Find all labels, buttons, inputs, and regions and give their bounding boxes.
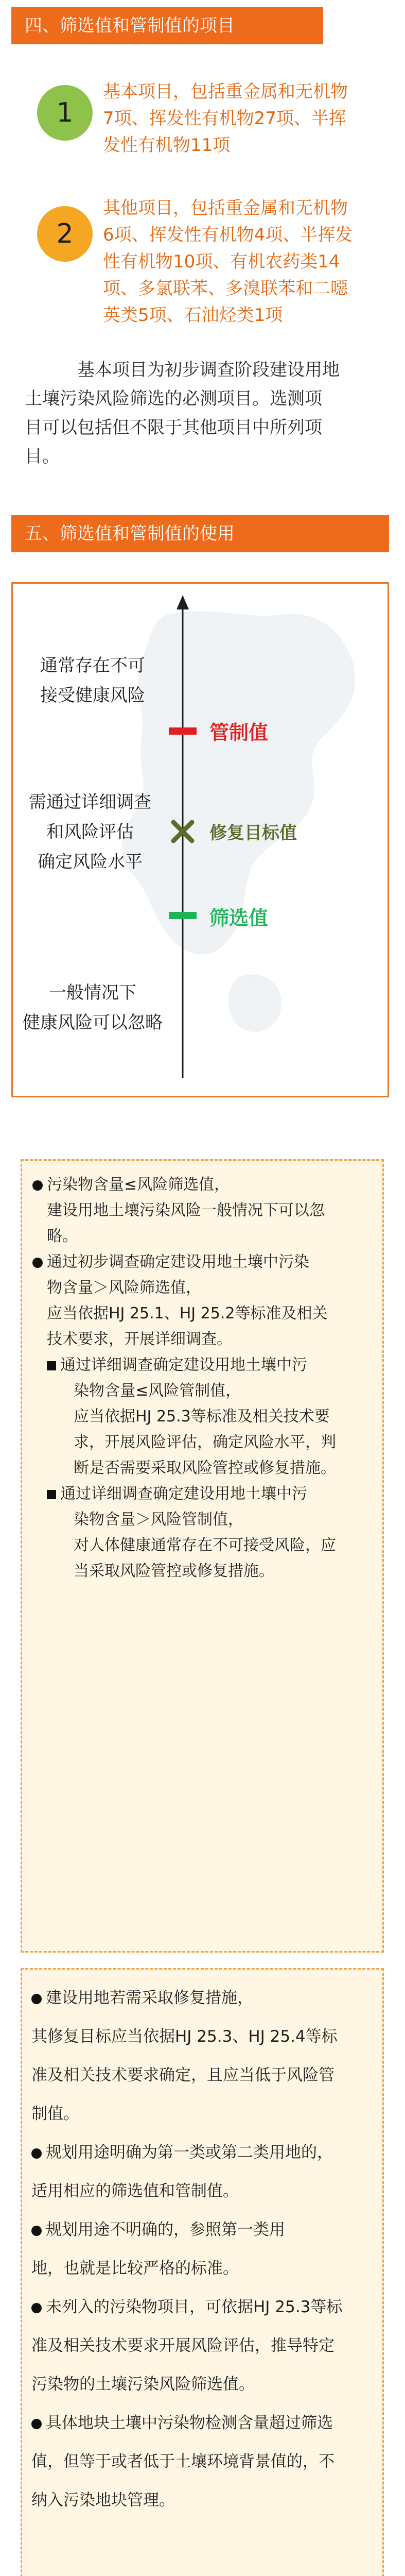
item1-line: 基本项目，包括重金属和无机物 bbox=[103, 81, 348, 102]
rule-line-text: 建设用地土壤污染风险一般情况下可以忽 bbox=[47, 1201, 325, 1219]
rule-line bbox=[32, 1224, 372, 1249]
screening-value-label: 筛选值 bbox=[209, 907, 269, 929]
rule-line bbox=[32, 1378, 372, 1404]
item2-text bbox=[103, 195, 353, 329]
zone-top-label bbox=[23, 651, 162, 710]
section4-paragraph bbox=[25, 355, 385, 471]
rule-line-text: 具体地块土壤中污染物检测含量超过筛选 bbox=[46, 2414, 333, 2432]
zone-bottom-line: 一般情况下 bbox=[49, 982, 136, 1003]
rule-line bbox=[31, 2249, 379, 2288]
para-line: 基本项目为初步调查阶段建设用地 bbox=[77, 360, 340, 380]
rule-line-text: 制值。 bbox=[31, 2105, 79, 2123]
rule-line-text: 技术要求，开展详细调查。 bbox=[47, 1330, 232, 1348]
control-value-marker bbox=[169, 727, 197, 735]
rule-line bbox=[32, 1198, 372, 1224]
bullet-icon bbox=[31, 2148, 42, 2159]
rule-line bbox=[31, 2443, 379, 2481]
rule-line bbox=[32, 1327, 372, 1352]
rule-line-text: 当采取风险管控或修复措施。 bbox=[74, 1562, 274, 1580]
item2-line: 6项、挥发性有机物4项、半挥发 bbox=[103, 225, 353, 245]
section5-title: 五、筛选值和管制值的使用 bbox=[11, 515, 389, 552]
rule-line bbox=[31, 2095, 379, 2133]
item2-number-circle: 2 bbox=[37, 206, 93, 262]
para-line: 目。 bbox=[25, 446, 60, 467]
rule-line-text: 建设用地若需采取修复措施， bbox=[46, 1989, 253, 2007]
rule-line-text: 断是否需要采取风险管控或修复措施。 bbox=[74, 1459, 336, 1477]
rule-line bbox=[32, 1404, 372, 1430]
zone-top-line: 通常存在不可 bbox=[40, 655, 145, 676]
item1-line: 发性有机物11项 bbox=[103, 135, 231, 156]
rule-line bbox=[32, 1481, 372, 1507]
zone-mid-line: 确定风险水平 bbox=[38, 852, 143, 872]
rule-line bbox=[32, 1352, 372, 1378]
zone-bottom-line: 健康风险可以忽略 bbox=[23, 1012, 163, 1033]
rule-line-text: 略。 bbox=[47, 1227, 78, 1245]
rule-line-text: 污染物含量≤风险筛选值， bbox=[47, 1176, 230, 1194]
square-bullet-icon bbox=[47, 1490, 56, 1499]
rule-line bbox=[32, 1249, 372, 1275]
zone-mid-line: 和风险评估 bbox=[46, 822, 134, 842]
item1-line: 7项、挥发性有机物27项、半挥 bbox=[103, 108, 346, 129]
rule-line bbox=[31, 2172, 379, 2211]
rule-line bbox=[31, 2404, 379, 2443]
section4-title: 四、筛选值和管制值的项目 bbox=[11, 7, 323, 44]
additional-rules-box bbox=[21, 1968, 384, 2576]
bullet-icon bbox=[32, 1258, 43, 1268]
para-line: 土壤污染风险筛选的必测项目。选测项 bbox=[25, 388, 322, 409]
rule-line-text: 规划用途明确为第一类或第二类用地的， bbox=[46, 2143, 333, 2162]
rule-line-text: 准及相关技术要求开展风险评估，推导特定 bbox=[31, 2336, 334, 2355]
rule-line-text: 染物含量≤风险管制值， bbox=[74, 1382, 241, 1400]
item2-line: 其他项目，包括重金属和无机物 bbox=[103, 198, 348, 218]
rule-line bbox=[31, 2056, 379, 2095]
threshold-diagram bbox=[11, 582, 389, 1097]
usage-rules-list bbox=[32, 1172, 372, 1584]
item2-line: 英类5项、石油烃类1项 bbox=[103, 305, 283, 326]
rule-line bbox=[32, 1172, 372, 1198]
rule-line bbox=[32, 1507, 372, 1533]
control-value-label: 管制值 bbox=[209, 721, 269, 744]
rule-line-text: 其修复目标应当依据HJ 25.3、HJ 25.4等标 bbox=[31, 2027, 338, 2046]
rule-line bbox=[31, 2365, 379, 2404]
bullet-icon bbox=[31, 2226, 42, 2236]
zone-top-line: 接受健康风险 bbox=[40, 685, 145, 706]
arrow-head-icon bbox=[177, 595, 189, 609]
rule-line bbox=[31, 1979, 379, 2018]
rule-line bbox=[31, 2018, 379, 2056]
additional-rules-list bbox=[31, 1979, 379, 2520]
square-bullet-icon bbox=[47, 1361, 56, 1370]
rule-line-text: 通过详细调查确定建设用地土壤中污 bbox=[60, 1356, 307, 1374]
rule-line bbox=[32, 1301, 372, 1327]
bullet-icon bbox=[31, 2303, 42, 2313]
rule-line-text: 对人体健康通常存在不可接受风险，应 bbox=[74, 1536, 336, 1554]
rule-line-text: 通过初步调查确定建设用地土壤中污染 bbox=[47, 1253, 309, 1271]
rule-line bbox=[32, 1430, 372, 1455]
zone-mid-line: 需通过详细调查 bbox=[29, 792, 151, 812]
rule-line bbox=[31, 2327, 379, 2365]
rule-line-text: 求，开展风险评估，确定风险水平，判 bbox=[74, 1433, 336, 1451]
para-line: 目可以包括但不限于其他项目中所列项 bbox=[25, 417, 322, 438]
item2-line: 性有机物10项、有机农药类14 bbox=[103, 251, 340, 272]
rule-line bbox=[32, 1455, 372, 1481]
zone-bottom-label bbox=[13, 978, 172, 1038]
rule-line-text: 准及相关技术要求确定，且应当低于风险管 bbox=[31, 2066, 334, 2084]
rule-line-text: 纳入污染地块管理。 bbox=[31, 2491, 175, 2510]
rule-line bbox=[31, 2288, 379, 2327]
target-value-label: 修复目标值 bbox=[209, 823, 297, 843]
rule-line-text: 污染物的土壤污染风险筛选值。 bbox=[31, 2375, 255, 2394]
item1-text bbox=[103, 78, 348, 159]
zone-mid-label bbox=[13, 787, 167, 877]
usage-rules-box bbox=[21, 1159, 384, 1953]
item2-line: 项、多氯联苯、多溴联苯和二噁 bbox=[103, 278, 348, 299]
bullet-icon bbox=[31, 1994, 42, 2004]
rule-line bbox=[32, 1275, 372, 1301]
rule-line-text: 值，但等于或者低于土壤环境背景值的，不 bbox=[31, 2452, 334, 2471]
rule-line-text: 未列入的污染物项目，可依据HJ 25.3等标 bbox=[46, 2298, 343, 2316]
rule-line-text: 适用相应的筛选值和管制值。 bbox=[31, 2182, 239, 2200]
rule-line-text: 物含量＞风险筛选值， bbox=[47, 1279, 201, 1297]
rule-line-text: 规划用途不明确的，参照第一类用 bbox=[46, 2221, 285, 2239]
rule-line bbox=[31, 2133, 379, 2172]
rule-line bbox=[31, 2211, 379, 2249]
rule-line-text: 通过详细调查确定建设用地土壤中污 bbox=[60, 1485, 307, 1503]
rule-line bbox=[32, 1558, 372, 1584]
screening-value-marker bbox=[169, 912, 197, 919]
rule-line bbox=[32, 1533, 372, 1558]
rule-line bbox=[31, 2481, 379, 2520]
rule-line-text: 地，也就是比较严格的标准。 bbox=[31, 2259, 239, 2278]
rule-line-text: 染物含量＞风险管制值， bbox=[74, 1511, 243, 1529]
rule-line-text: 应当依据HJ 25.3等标准及相关技术要 bbox=[74, 1408, 330, 1426]
bullet-icon bbox=[32, 1180, 43, 1191]
rule-line-text: 应当依据HJ 25.1、HJ 25.2等标准及相关 bbox=[47, 1304, 328, 1323]
item1-number-circle: 1 bbox=[37, 85, 93, 141]
bullet-icon bbox=[31, 2419, 42, 2429]
